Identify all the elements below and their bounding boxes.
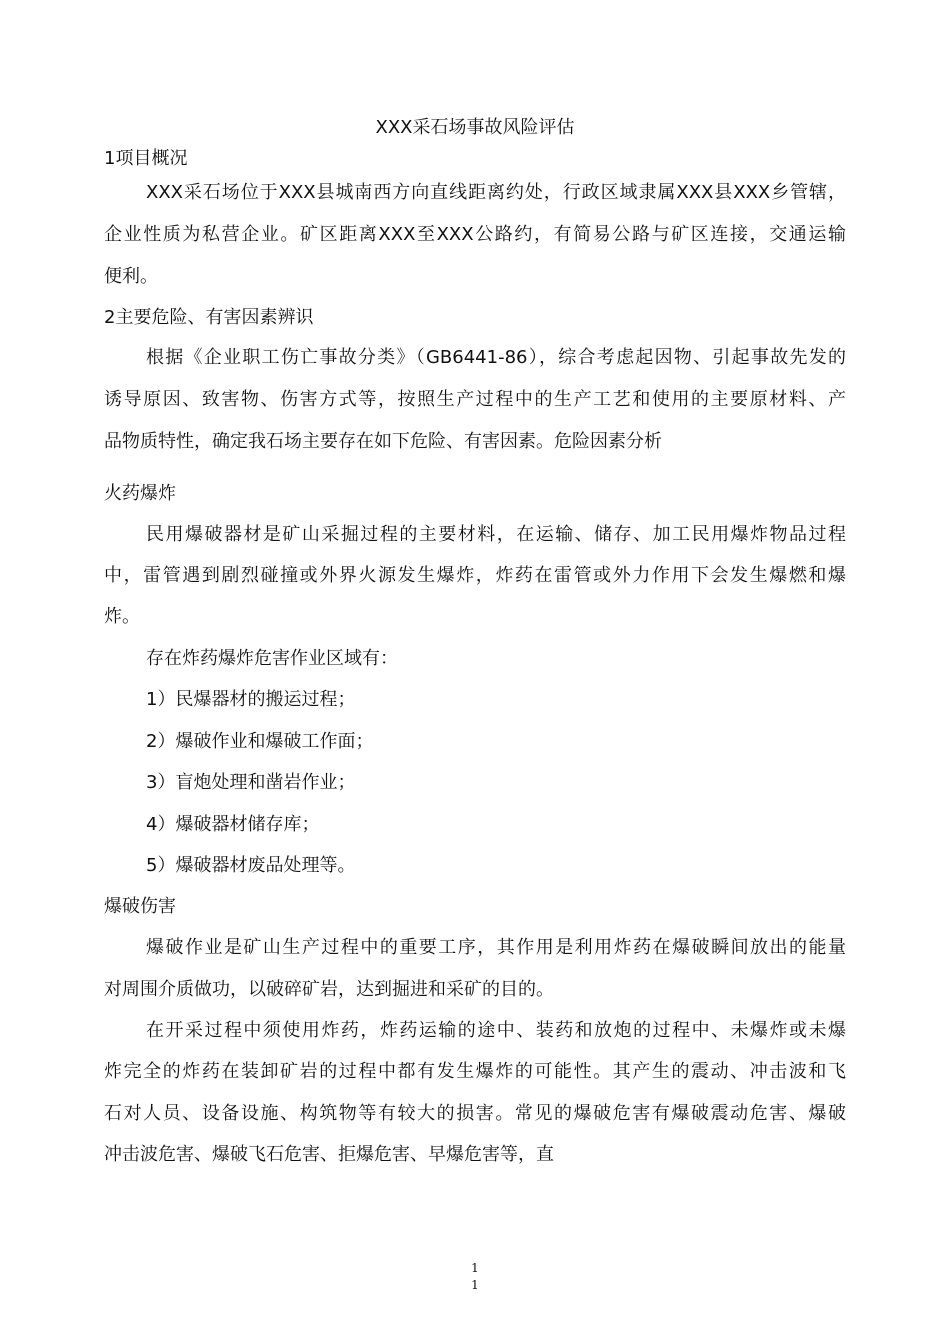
section-heading-explosives: 火药爆炸 [104,483,176,504]
section-heading-overview: 1项目概况 [104,148,188,169]
paragraph-line: 冲击波危害、爆破飞石危害、拒爆危害、早爆危害等，直 [104,1144,554,1165]
section-heading-hazards: 2主要危险、有害因素辨识 [104,307,314,328]
paragraph-line: 炸完全的炸药在装卸矿岩的过程中都有发生爆炸的可能性。其产生的震动、冲击波和飞 [104,1061,846,1082]
paragraph-line: 中，雷管遇到剧烈碰撞或外界火源发生爆炸，炸药在雷管或外力作用下会发生爆燃和爆 [104,565,846,586]
section-heading-blasting: 爆破伤害 [104,896,176,917]
paragraph-line: 便利。 [104,266,158,287]
paragraph-line: 诱导原因、致害物、伤害方式等，按照生产过程中的生产工艺和使用的主要原材料、产 [104,389,846,410]
paragraph-line: XXX采石场位于XXX县城南西方向直线距离约处，行政区域隶属XXX县XXX乡管辖， [146,182,846,203]
document-title: XXX采石场事故风险评估 [375,117,575,138]
list-item: 5）爆破器材废品处理等。 [146,855,356,876]
paragraph-line: 品物质特性，确定我石场主要存在如下危险、有害因素。危险因素分析 [104,431,662,452]
paragraph-line: 对周围介质做功，以破碎矿岩，达到掘进和采矿的目的。 [104,979,554,1000]
paragraph-line: 企业性质为私营企业。矿区距离XXX至XXX公路约，有简易公路与矿区连接，交通运输 [104,224,846,245]
paragraph-line: 存在炸药爆炸危害作业区域有： [146,648,398,669]
list-item: 4）爆破器材储存库； [146,814,320,835]
paragraph-line: 在开采过程中须使用炸药，炸药运输的途中、装药和放炮的过程中、未爆炸或未爆 [146,1020,846,1041]
paragraph-line: 民用爆破器材是矿山采掘过程的主要材料，在运输、储存、加工民用爆炸物品过程 [146,524,846,545]
paragraph-line: 爆破作业是矿山生产过程中的重要工序，其作用是利用炸药在爆破瞬间放出的能量 [146,937,846,958]
paragraph-line: 石对人员、设备设施、构筑物等有较大的损害。常见的爆破危害有爆破震动危害、爆破 [104,1103,846,1124]
page-number: 1 [471,1261,479,1275]
list-item: 3）盲炮处理和凿岩作业； [146,772,356,793]
page-number: 1 [471,1278,479,1292]
paragraph-line: 炸。 [104,606,140,627]
list-item: 1）民爆器材的搬运过程； [146,689,356,710]
paragraph-line: 根据《企业职工伤亡事故分类》（GB6441-86），综合考虑起因物、引起事故先发的 [146,347,846,368]
list-item: 2）爆破作业和爆破工作面； [146,731,374,752]
